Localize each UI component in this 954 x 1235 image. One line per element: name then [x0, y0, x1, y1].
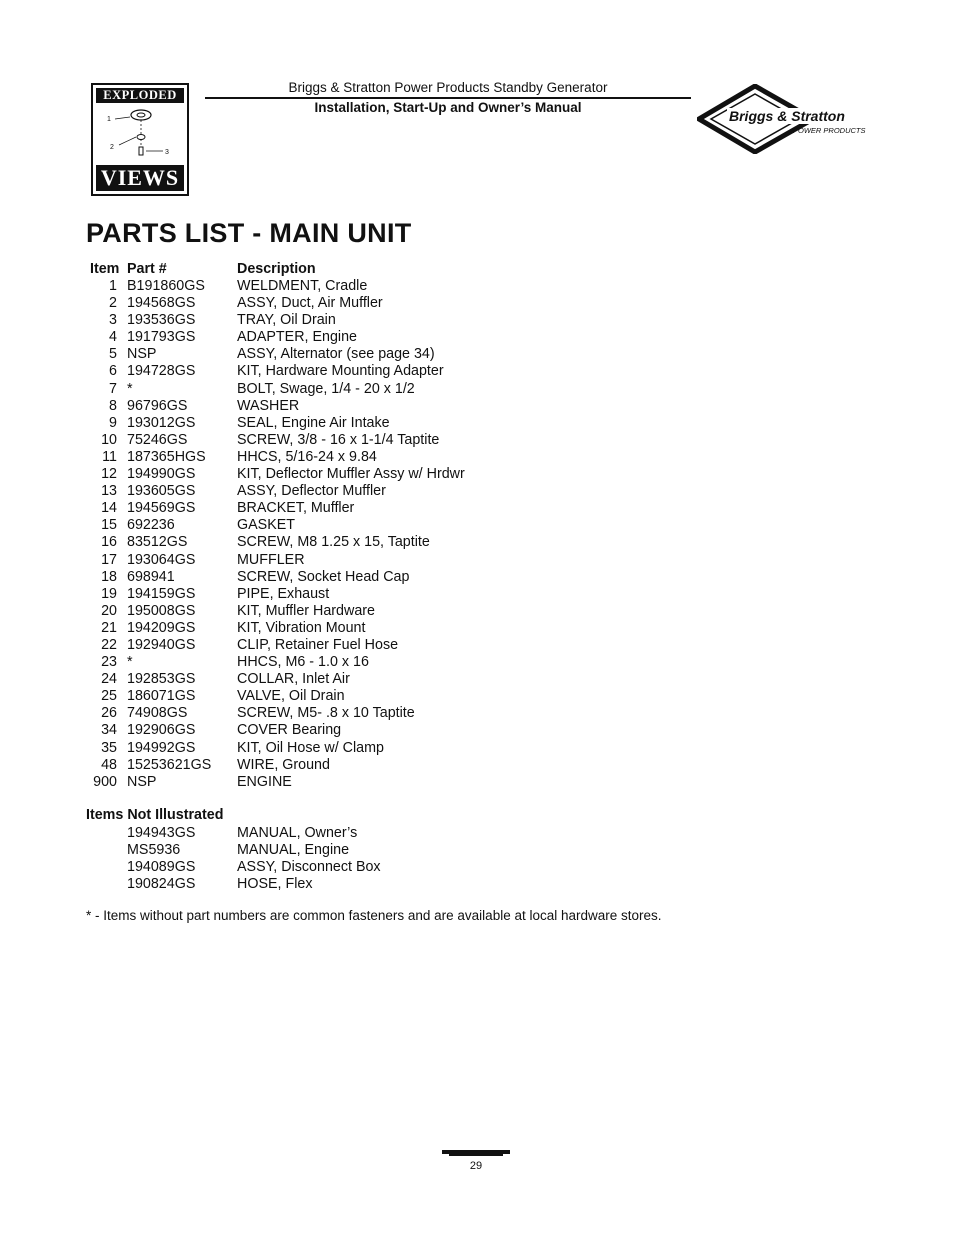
part-description: VALVE, Oil Drain — [237, 688, 345, 705]
part-description: HHCS, 5/16-24 x 9.84 — [237, 448, 377, 465]
item-number: 5 — [109, 346, 117, 363]
item-number: 9 — [109, 414, 117, 431]
table-row — [86, 466, 786, 483]
item-number: 17 — [101, 551, 117, 568]
table-row — [86, 620, 786, 637]
item-number: 48 — [101, 756, 117, 773]
badge-bottom-label: VIEWS — [96, 165, 184, 191]
part-number: 193536GS — [127, 312, 196, 329]
part-description: SEAL, Engine Air Intake — [237, 414, 390, 431]
part-description: MANUAL, Engine — [237, 842, 350, 859]
item-number: 3 — [109, 312, 117, 329]
item-number: 23 — [101, 654, 117, 671]
item-number: 8 — [109, 397, 117, 414]
part-description: COLLAR, Inlet Air — [237, 671, 350, 688]
list-item — [86, 842, 786, 859]
logo-brand-text: Briggs & Stratton — [729, 108, 845, 124]
part-number: 194992GS — [127, 739, 196, 756]
item-number: 15 — [101, 517, 117, 534]
part-number: * — [127, 654, 133, 671]
table-row — [86, 671, 786, 688]
part-description: ASSY, Duct, Air Muffler — [237, 295, 383, 312]
table-row — [86, 603, 786, 620]
part-number: 192906GS — [127, 722, 196, 739]
part-description: WIRE, Ground — [237, 756, 330, 773]
part-number: * — [127, 380, 133, 397]
header-item: Item — [90, 261, 120, 277]
table-row — [86, 757, 786, 774]
item-number: 19 — [101, 585, 117, 602]
table-row — [86, 415, 786, 432]
item-number: 13 — [101, 483, 117, 500]
part-number: 692236 — [127, 517, 175, 534]
part-number: 193605GS — [127, 483, 196, 500]
part-description: GASKET — [237, 517, 295, 534]
item-number: 25 — [101, 688, 117, 705]
item-number: 7 — [109, 380, 117, 397]
part-number: 194089GS — [127, 859, 196, 876]
part-number: NSP — [127, 773, 157, 790]
item-number: 35 — [101, 739, 117, 756]
item-number: 18 — [101, 568, 117, 585]
part-number: 187365HGS — [127, 448, 206, 465]
part-number: 195008GS — [127, 602, 196, 619]
part-description: SCREW, M5- .8 x 10 Taptite — [237, 705, 415, 722]
table-row — [86, 329, 786, 346]
footnote: * - Items without part numbers are common fasteners and are available at local hardware stores. — [86, 908, 662, 923]
list-item — [86, 825, 786, 842]
part-description: MUFFLER — [237, 551, 305, 568]
part-description: ASSY, Alternator (see page 34) — [237, 346, 435, 363]
table-row — [86, 740, 786, 757]
part-number: B191860GS — [127, 278, 205, 294]
part-description: ADAPTER, Engine — [237, 329, 357, 346]
part-description: HOSE, Flex — [237, 876, 313, 893]
part-description: ASSY, Deflector Muffler — [237, 483, 386, 500]
callout-1: 1 — [107, 116, 111, 123]
table-row — [86, 432, 786, 449]
part-description: BOLT, Swage, 1/4 - 20 x 1/2 — [237, 380, 415, 397]
callout-2: 2 — [110, 144, 114, 151]
part-description: SCREW, Socket Head Cap — [237, 568, 410, 585]
table-row — [86, 552, 786, 569]
item-number: 4 — [109, 329, 117, 346]
header-part: Part # — [127, 261, 167, 277]
part-description: PIPE, Exhaust — [237, 585, 330, 602]
part-description: HHCS, M6 - 1.0 x 16 — [237, 654, 369, 671]
part-number: 194209GS — [127, 619, 196, 636]
part-number: 698941 — [127, 568, 175, 585]
item-number: 14 — [101, 500, 117, 517]
part-description: KIT, Hardware Mounting Adapter — [237, 363, 444, 380]
part-description: KIT, Oil Hose w/ Clamp — [237, 739, 384, 756]
item-number: 16 — [101, 534, 117, 551]
part-number: MS5936 — [127, 842, 181, 859]
part-number: 191793GS — [127, 329, 196, 346]
parts-table — [86, 260, 786, 791]
logo-sub-text: POWER PRODUCTS — [793, 126, 866, 135]
part-number: 193012GS — [127, 414, 196, 431]
item-number: 6 — [109, 363, 117, 380]
table-row — [86, 483, 786, 500]
table-row — [86, 278, 786, 295]
list-item — [86, 876, 786, 893]
briggs-stratton-logo — [697, 84, 869, 154]
part-description: BRACKET, Muffler — [237, 500, 355, 517]
part-number: 75246GS — [127, 431, 188, 448]
part-description: KIT, Deflector Muffler Assy w/ Hrdwr — [237, 466, 465, 483]
item-number: 10 — [101, 431, 117, 448]
item-number: 24 — [101, 671, 117, 688]
part-number: 190824GS — [127, 876, 196, 893]
footer-bar-thin — [449, 1154, 503, 1156]
table-row — [86, 500, 786, 517]
part-description: ENGINE — [237, 773, 292, 790]
item-number: 22 — [101, 636, 117, 653]
page-number: 29 — [469, 1160, 483, 1172]
header-description: Description — [237, 261, 316, 277]
header-product-line: Briggs & Stratton Power Products Standby Generator — [288, 80, 608, 95]
table-row — [86, 398, 786, 415]
item-number: 12 — [101, 466, 117, 483]
item-number: 1 — [109, 278, 117, 294]
item-number: 34 — [101, 722, 117, 739]
part-description: COVER Bearing — [237, 722, 342, 739]
item-number: 21 — [101, 619, 117, 636]
item-number: 900 — [93, 773, 117, 790]
table-body — [86, 278, 786, 791]
part-description: TRAY, Oil Drain — [237, 312, 336, 329]
part-description: SCREW, M8 1.25 x 15, Taptite — [237, 534, 430, 551]
part-number: 96796GS — [127, 397, 188, 414]
header-divider — [205, 97, 691, 99]
table-row — [86, 517, 786, 534]
table-row — [86, 449, 786, 466]
table-row — [86, 654, 786, 671]
item-number: 2 — [109, 295, 117, 312]
table-row — [86, 722, 786, 739]
part-description: ASSY, Disconnect Box — [237, 859, 381, 876]
item-number: 26 — [101, 705, 117, 722]
table-row — [86, 363, 786, 380]
part-number: NSP — [127, 346, 157, 363]
part-number: 193064GS — [127, 551, 196, 568]
table-row — [86, 586, 786, 603]
table-row — [86, 534, 786, 551]
table-row — [86, 381, 786, 398]
part-number: 83512GS — [127, 534, 188, 551]
item-number: 11 — [102, 448, 117, 465]
part-number: 194568GS — [127, 295, 196, 312]
part-description: KIT, Vibration Mount — [237, 619, 366, 636]
part-number: 194943GS — [127, 825, 196, 841]
table-row — [86, 295, 786, 312]
badge-top-label: EXPLODED — [96, 88, 184, 103]
table-row — [86, 312, 786, 329]
part-description: WELDMENT, Cradle — [237, 278, 368, 294]
part-description: KIT, Muffler Hardware — [237, 602, 375, 619]
header-manual-title: Installation, Start-Up and Owner’s Manual — [314, 100, 582, 115]
not-illustrated-list — [86, 825, 786, 893]
part-description: SCREW, 3/8 - 16 x 1-1/4 Taptite — [237, 431, 440, 448]
part-number: 192940GS — [127, 636, 196, 653]
part-description: CLIP, Retainer Fuel Hose — [237, 636, 399, 653]
part-number: 186071GS — [127, 688, 196, 705]
part-number: 194159GS — [127, 585, 196, 602]
part-number: 192853GS — [127, 671, 196, 688]
callout-3: 3 — [165, 149, 169, 156]
table-row — [86, 569, 786, 586]
table-row — [86, 774, 786, 791]
table-row — [86, 688, 786, 705]
table-row — [86, 705, 786, 722]
exploded-views-badge — [91, 83, 189, 196]
part-number: 74908GS — [127, 705, 188, 722]
table-row — [86, 346, 786, 363]
part-description: WASHER — [237, 397, 300, 414]
part-number: 15253621GS — [127, 756, 212, 773]
table-header-row — [86, 260, 786, 278]
part-number: 194728GS — [127, 363, 196, 380]
part-number: 194990GS — [127, 466, 196, 483]
list-item — [86, 859, 786, 876]
exploded-part-icon — [97, 105, 185, 163]
part-description: MANUAL, Owner’s — [237, 825, 358, 841]
table-row — [86, 637, 786, 654]
part-number: 194569GS — [127, 500, 196, 517]
page-title: PARTS LIST - MAIN UNIT — [86, 218, 412, 248]
item-number: 20 — [101, 602, 117, 619]
not-illustrated-heading: Items Not Illustrated — [86, 807, 224, 823]
